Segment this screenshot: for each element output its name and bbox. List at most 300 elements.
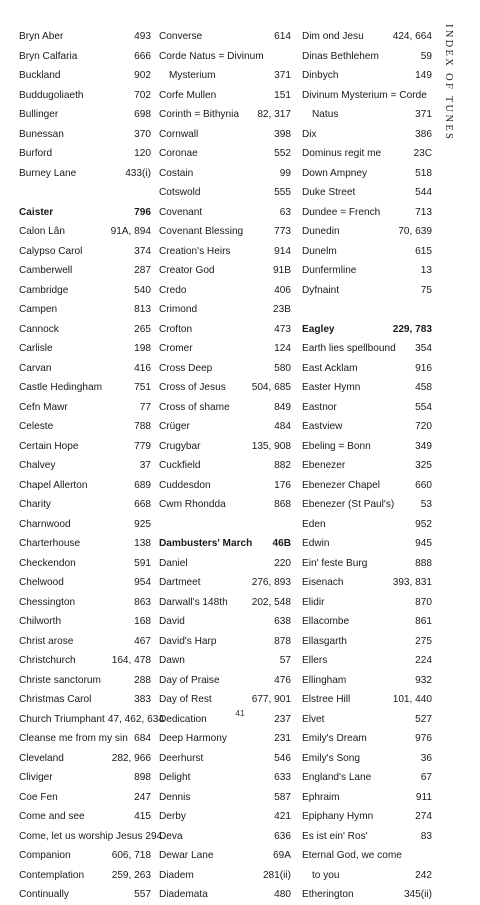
index-entry	[159, 359, 291, 379]
tune-name: Eastnor	[302, 401, 337, 413]
hymn-number: 713	[415, 206, 432, 218]
tune-name: Christmas Carol	[19, 694, 92, 705]
hymn-number: 480	[274, 889, 291, 900]
index-entry	[159, 144, 291, 164]
index-entry	[19, 27, 151, 47]
hymn-number: 476	[274, 674, 291, 686]
tune-name: Eden	[302, 518, 326, 530]
index-entry	[159, 437, 291, 457]
index-entry	[302, 203, 432, 223]
tune-name: Dambusters' March	[159, 538, 253, 549]
tune-name: Cuddesdon	[159, 479, 211, 491]
tune-name: Cannock	[19, 323, 59, 335]
index-entry	[19, 729, 151, 749]
tune-name: to you	[312, 869, 340, 881]
index-entry	[302, 456, 432, 476]
index-entry	[19, 554, 151, 574]
hymn-number: 374	[134, 245, 151, 257]
hymn-number: 224	[415, 655, 432, 666]
index-entry	[19, 749, 151, 769]
index-entry	[19, 690, 151, 710]
hymn-number: 63	[279, 206, 291, 218]
tune-name: Delight	[159, 772, 191, 783]
hymn-number: 421	[274, 811, 291, 822]
tune-name: Mysterium	[169, 70, 216, 81]
hymn-number: 281(ii)	[262, 869, 291, 881]
index-entry	[19, 300, 151, 320]
hymn-number: 151	[274, 89, 291, 101]
hymn-number: 231	[274, 733, 291, 744]
hymn-number: 415	[134, 811, 151, 822]
index-entry	[302, 534, 432, 554]
hymn-number: 945	[415, 538, 432, 549]
index-entry	[159, 827, 291, 847]
hymn-number: 202, 548	[251, 596, 291, 608]
hymn-number: 13	[420, 265, 432, 276]
hymn-number: 198	[134, 343, 151, 354]
hymn-number: 282, 966	[111, 752, 151, 764]
tune-name: Christ arose	[19, 635, 74, 647]
index-entry	[159, 164, 291, 184]
hymn-number: 849	[274, 401, 291, 413]
tune-name: Camberwell	[19, 265, 73, 276]
index-entry	[302, 612, 432, 632]
tune-name: Christchurch	[19, 655, 76, 666]
tune-name: Crimond	[159, 304, 198, 315]
hymn-number: 67	[420, 772, 432, 783]
hymn-number: 484	[274, 421, 291, 432]
hymn-number: 345(ii)	[403, 889, 432, 900]
index-entry	[302, 593, 432, 613]
index-entry	[19, 86, 151, 106]
index-entry	[302, 749, 432, 769]
index-entry	[302, 378, 432, 398]
hymn-number: 259, 263	[111, 869, 151, 881]
index-entry	[159, 651, 291, 671]
tune-name: Deerhurst	[159, 752, 204, 764]
tune-name: Cornwall	[159, 128, 199, 140]
index-entry	[302, 359, 432, 379]
tune-name: Bryn Calfaria	[19, 50, 78, 62]
index-entry	[159, 320, 291, 340]
index-entry	[19, 534, 151, 554]
tune-name: Cleanse me from my sin	[19, 733, 128, 744]
index-entry	[302, 222, 432, 242]
hymn-number: 46B	[272, 538, 291, 549]
index-entry	[159, 27, 291, 47]
tune-name: Calypso Carol	[19, 245, 83, 257]
index-entry	[302, 846, 432, 866]
tune-name: Emily's Dream	[302, 733, 367, 744]
index-entry	[302, 261, 432, 281]
hymn-number: 288	[134, 674, 151, 686]
hymn-number: 751	[134, 382, 151, 393]
tune-name: Cuckfield	[159, 460, 201, 471]
index-entry	[159, 846, 291, 866]
index-entry	[19, 671, 151, 691]
index-entry	[159, 612, 291, 632]
tune-name: Darwall's 148th	[159, 596, 228, 608]
tune-name: Edwin	[302, 538, 330, 549]
index-column-3	[302, 27, 432, 905]
hymn-number: 276, 893	[251, 577, 291, 588]
index-entry	[19, 320, 151, 340]
index-entry	[19, 242, 151, 262]
tune-name: Burney Lane	[19, 167, 77, 179]
tune-name: Creator God	[159, 265, 215, 276]
hymn-number: 294	[145, 830, 163, 842]
hymn-number: 371	[274, 70, 291, 81]
hymn-number: 168	[134, 616, 151, 627]
tune-name: Easter Hymn	[302, 382, 361, 393]
tune-name: Earth lies spellbound	[302, 343, 396, 354]
index-entry	[159, 222, 291, 242]
tune-name: Credo	[159, 284, 187, 296]
index-entry	[302, 242, 432, 262]
tune-name: Ephraim	[302, 791, 340, 803]
index-entry	[19, 515, 151, 535]
tune-name: Day of Rest	[159, 694, 212, 705]
hymn-number: 555	[274, 187, 291, 198]
tune-name: Continually	[19, 889, 69, 900]
tune-name: Charterhouse	[19, 538, 81, 549]
tune-name: Dinas Bethlehem	[302, 50, 379, 62]
hymn-number: 580	[274, 362, 291, 374]
index-entry	[19, 281, 151, 301]
index-entry	[19, 885, 151, 905]
tune-name: Crugybar	[159, 440, 201, 452]
tune-name: Derby	[159, 811, 186, 822]
hymn-number: 689	[134, 479, 151, 491]
tune-name: Companion	[19, 850, 71, 861]
tune-name: Coronae	[159, 148, 198, 159]
hymn-number: 684	[134, 733, 151, 744]
tune-name: Cromer	[159, 343, 193, 354]
hymn-number: 557	[134, 889, 151, 900]
tune-name: Ellingham	[302, 674, 347, 686]
index-entry	[159, 632, 291, 652]
index-entry	[302, 651, 432, 671]
hymn-number: 932	[415, 674, 432, 686]
index-entry	[302, 768, 432, 788]
index-entry	[159, 125, 291, 145]
tune-name: Diadem	[159, 869, 194, 881]
hymn-number: 552	[274, 148, 291, 159]
tune-name: Covenant	[159, 206, 203, 218]
hymn-number: 813	[134, 304, 151, 315]
hymn-number: 888	[415, 557, 432, 569]
hymn-number: 914	[274, 245, 291, 257]
tune-name: Duke Street	[302, 187, 356, 198]
tune-name: Buddugoliaeth	[19, 89, 84, 101]
tune-name: Creation's Heirs	[159, 245, 231, 257]
tune-name: Cliviger	[19, 772, 53, 783]
hymn-number: 587	[274, 791, 291, 803]
index-entry	[159, 86, 291, 106]
hymn-number: 83	[420, 830, 432, 842]
hymn-number: 976	[415, 733, 432, 744]
index-entry	[19, 144, 151, 164]
tune-name: Day of Praise	[159, 674, 220, 686]
tune-name: Elidir	[302, 596, 325, 608]
hymn-number: 458	[415, 382, 432, 393]
hymn-number: 59	[420, 50, 432, 62]
index-entry	[159, 105, 291, 125]
index-entry	[159, 456, 291, 476]
index-entry	[159, 378, 291, 398]
hymn-number: 370	[134, 128, 151, 140]
index-entry	[302, 476, 432, 496]
index-entry	[159, 339, 291, 359]
hymn-number: 433(i)	[125, 167, 151, 179]
tune-name: Daniel	[159, 557, 188, 569]
index-entry	[302, 573, 432, 593]
hymn-number: 467	[134, 635, 151, 647]
index-entry	[159, 885, 291, 905]
index-entry	[19, 768, 151, 788]
tune-name: Dyfnaint	[302, 284, 340, 296]
index-entry	[302, 827, 432, 847]
hymn-number: 614	[274, 31, 291, 42]
tune-name: Castle Hedingham	[19, 382, 103, 393]
index-entry	[19, 866, 151, 886]
page-number: 41	[235, 708, 245, 718]
index-entry	[19, 339, 151, 359]
index-entry	[159, 671, 291, 691]
hymn-number: 77	[139, 401, 151, 413]
hymn-number: 393, 831	[392, 577, 432, 588]
index-entry	[159, 495, 291, 515]
hymn-number: 638	[274, 616, 291, 627]
hymn-number: 868	[274, 499, 291, 510]
tune-name: Ellers	[302, 655, 328, 666]
tune-name: Dim ond Jesu	[302, 31, 364, 42]
index-entry	[302, 515, 432, 535]
hymn-number: 406	[274, 284, 291, 296]
tune-name: Caister	[19, 206, 54, 218]
hymn-number: 398	[274, 128, 291, 140]
hymn-number: 47, 462, 634	[107, 713, 164, 725]
tune-name: Cleveland	[19, 752, 64, 764]
tune-name: Dartmeet	[159, 577, 201, 588]
index-entry	[302, 300, 432, 320]
tune-name: Chelwood	[19, 577, 64, 588]
index-entry	[19, 125, 151, 145]
index-column-1	[19, 27, 164, 905]
index-entry	[159, 534, 291, 554]
index-entry	[19, 807, 151, 827]
tune-name: Dedication	[159, 713, 207, 725]
hymn-number: 176	[274, 479, 291, 491]
index-entry	[159, 183, 291, 203]
hymn-number: 247	[134, 791, 151, 803]
index-entry	[19, 827, 163, 847]
hymn-number: 135, 908	[251, 440, 291, 452]
index-entry	[159, 788, 291, 808]
index-entry	[302, 183, 432, 203]
tune-name: Campen	[19, 304, 58, 315]
hymn-number: 666	[134, 50, 151, 62]
hymn-number: 591	[134, 557, 151, 569]
index-entry	[302, 27, 432, 47]
tune-name: Cambridge	[19, 284, 69, 296]
hymn-number: 911	[415, 791, 432, 803]
hymn-number: 242	[415, 869, 432, 881]
tune-name: Eastview	[302, 421, 343, 432]
hymn-number: 870	[415, 596, 432, 608]
tune-name: Deva	[159, 830, 183, 842]
index-entry	[19, 222, 151, 242]
tune-name: Eternal God, we come	[302, 850, 402, 861]
tune-name: Ellasgarth	[302, 635, 347, 647]
tune-name: Carvan	[19, 362, 52, 374]
index-entry	[302, 86, 432, 106]
hymn-number: 677, 901	[251, 694, 291, 705]
hymn-number: 138	[134, 538, 151, 549]
tune-name: Costain	[159, 167, 194, 179]
index-entry	[302, 125, 432, 145]
tune-name: David's Harp	[159, 635, 217, 647]
index-entry	[302, 144, 432, 164]
tune-name: Coe Fen	[19, 791, 58, 803]
tune-name: Dunelm	[302, 245, 337, 257]
index-entry	[159, 476, 291, 496]
tune-name: Dunedin	[302, 226, 340, 237]
index-entry	[302, 788, 432, 808]
index-entry	[159, 690, 291, 710]
tune-name: Elvet	[302, 713, 325, 725]
tune-name: Celeste	[19, 421, 54, 432]
tune-name: Epiphany Hymn	[302, 811, 374, 822]
index-entry	[19, 593, 151, 613]
hymn-number: 287	[134, 265, 151, 276]
tune-name: Dominus regit me	[302, 148, 382, 159]
tune-name: Ein' feste Burg	[302, 557, 368, 569]
hymn-number: 69A	[273, 850, 291, 861]
index-entry	[159, 729, 291, 749]
tune-name: Ebenezer (St Paul's)	[302, 499, 395, 510]
index-entry	[159, 515, 291, 535]
tune-name: Ellacombe	[302, 616, 350, 627]
hymn-number: 82, 317	[257, 109, 291, 120]
tune-name: Elstree Hill	[302, 694, 351, 705]
hymn-number: 57	[279, 655, 291, 666]
tune-name: Cwm Rhondda	[159, 499, 226, 510]
tune-name: Crofton	[159, 323, 193, 335]
tune-name: Contemplation	[19, 869, 85, 881]
index-entry	[302, 281, 432, 301]
tune-name: Corinth = Bithynia	[159, 109, 239, 120]
tune-name: Buckland	[19, 70, 61, 81]
tune-name: Carlisle	[19, 343, 53, 354]
hymn-number: 773	[274, 226, 291, 237]
tune-name: David	[159, 616, 185, 627]
tune-name: Etherington	[302, 889, 354, 900]
hymn-number: 265	[134, 323, 151, 335]
index-entry	[159, 300, 291, 320]
hymn-number: 554	[415, 401, 432, 413]
hymn-number: 504, 685	[251, 382, 291, 393]
tune-name: Cross Deep	[159, 362, 213, 374]
hymn-number: 91A, 894	[110, 226, 151, 237]
tune-name: Chapel Allerton	[19, 479, 88, 491]
hymn-number: 99	[279, 167, 291, 179]
hymn-number: 668	[134, 499, 151, 510]
hymn-number: 354	[415, 343, 432, 354]
hymn-number: 796	[134, 206, 151, 218]
hymn-number: 124	[274, 343, 291, 354]
tune-name: Bullinger	[19, 109, 59, 120]
tune-name: Covenant Blessing	[159, 226, 244, 237]
hymn-number: 36	[420, 752, 432, 764]
tune-name: Bunessan	[19, 128, 64, 140]
tune-name: Down Ampney	[302, 167, 368, 179]
tune-name: Certain Hope	[19, 440, 79, 452]
index-entry	[19, 261, 151, 281]
index-entry	[159, 593, 291, 613]
index-entry	[159, 398, 291, 418]
index-entry	[302, 47, 432, 67]
index-entry	[159, 573, 291, 593]
tune-name: Dawn	[159, 655, 185, 666]
tune-name: Converse	[159, 31, 203, 42]
index-entry	[302, 66, 432, 86]
index-entry	[19, 203, 151, 223]
index-entry	[19, 105, 151, 125]
index-entry	[19, 417, 151, 437]
hymn-number: 698	[134, 109, 151, 120]
hymn-number: 954	[134, 577, 151, 588]
index-entry	[302, 398, 432, 418]
tune-name: Burford	[19, 148, 53, 159]
tune-name: Corde Natus = Divinum	[159, 50, 264, 62]
tune-name: Cefn Mawr	[19, 401, 68, 413]
hymn-number: 424, 664	[392, 31, 432, 42]
hymn-number: 861	[415, 616, 432, 627]
index-entry	[302, 164, 432, 184]
hymn-number: 164, 478	[111, 655, 151, 666]
tune-name: Corfe Mullen	[159, 89, 217, 101]
hymn-number: 527	[415, 713, 432, 725]
tune-name: Eisenach	[302, 577, 344, 588]
tune-name: Dewar Lane	[159, 850, 214, 861]
hymn-number: 70, 639	[398, 226, 432, 237]
index-entry	[19, 164, 151, 184]
index-entry	[19, 66, 151, 86]
index-entry	[159, 768, 291, 788]
index-entry	[302, 885, 432, 905]
hymn-number: 229, 783	[392, 323, 432, 335]
index-entry	[19, 495, 151, 515]
tune-name: Ebenezer	[302, 460, 346, 471]
hymn-number: 878	[274, 635, 291, 647]
tune-name: Dinbych	[302, 70, 339, 81]
index-entry	[19, 846, 151, 866]
tune-name: Crüger	[159, 421, 190, 432]
hymn-number: 788	[134, 421, 151, 432]
index-entry	[19, 437, 151, 457]
tune-name: Calon Lân	[19, 226, 66, 237]
hymn-number: 101, 440	[392, 694, 432, 705]
hymn-number: 902	[134, 70, 151, 81]
hymn-number: 660	[415, 479, 432, 491]
tune-name: Dunfermline	[302, 265, 357, 276]
tune-name: Come and see	[19, 811, 85, 822]
hymn-number: 416	[134, 362, 151, 374]
hymn-number: 544	[415, 187, 432, 198]
hymn-number: 636	[274, 830, 291, 842]
hymn-number: 75	[420, 284, 432, 296]
